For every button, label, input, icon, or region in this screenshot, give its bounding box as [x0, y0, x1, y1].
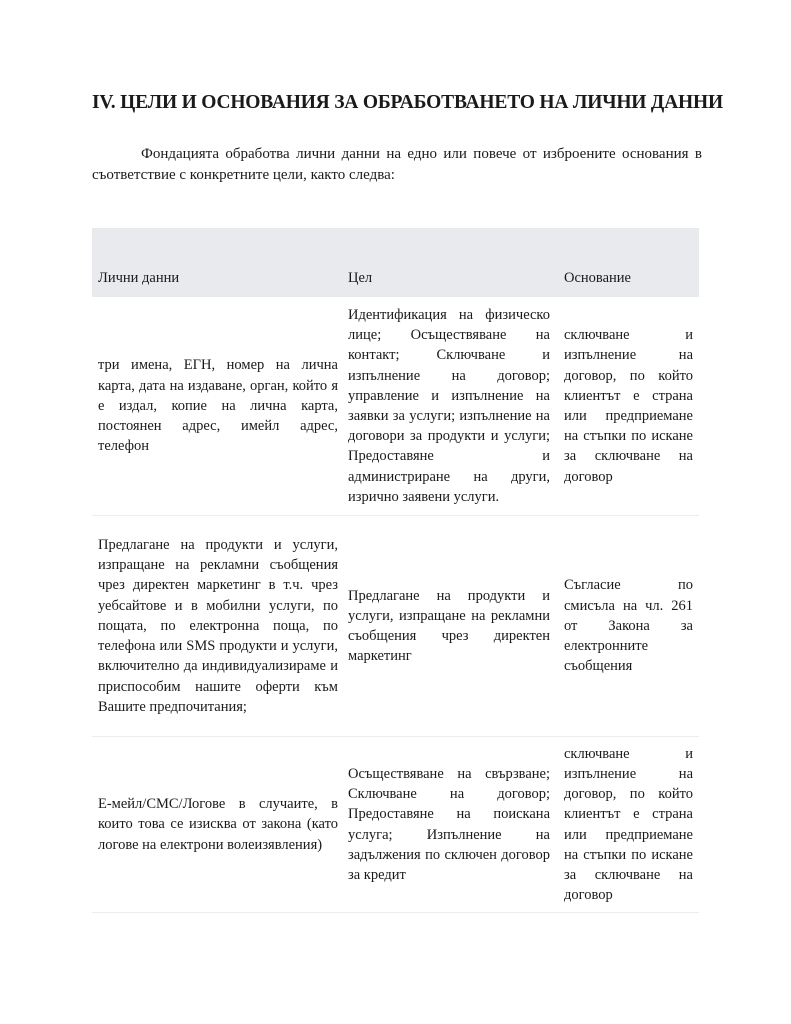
cell-purpose — [344, 297, 558, 516]
table-header — [92, 228, 699, 297]
cell-personal-data — [92, 297, 344, 516]
cell-basis — [558, 516, 699, 737]
cell-basis — [558, 737, 699, 913]
cell-purpose-text: Осъществяване на свързване; Сключване на договор; Предоставяне на поискана услуга; Изпълнение на задължения по сключен договор за кредит — [348, 765, 550, 883]
intro-paragraph: Фондацията обработва лични данни на едно или повече от изброените основания в съответствие с конкретните цели, както следва: — [92, 146, 702, 183]
cell-basis-text: Съгласие по смисъла на чл. 261 от Закона за електронните съобщения — [564, 577, 693, 675]
table-header-row — [92, 228, 699, 297]
cell-basis — [558, 297, 699, 516]
cell-purpose — [344, 516, 558, 737]
cell-personal-data-text: Е-мейл/СМС/Логове в случаите, в които това се изисква от закона (като логове на електрони волеизявления) — [98, 796, 338, 853]
cell-personal-data — [92, 516, 344, 737]
cell-personal-data-text: Предлагане на продукти и услуги, изпращане на рекламни съобщения чрез директен маркетинг в т.ч. чрез уебсайтове и в мобилни услуги, по пощата, по електронна поща, по телефона или SMS продукти и услуги, включително да индивидуализираме и приспособим нашите оферти към Вашите предпочитания; — [98, 537, 338, 715]
table-row — [92, 516, 699, 737]
table-row — [92, 297, 699, 516]
column-header-personal-data: Лични данни — [92, 228, 344, 297]
data-processing-table — [92, 228, 699, 913]
cell-purpose — [344, 737, 558, 913]
cell-purpose-text: Предлагане на продукти и услуги, изпращане на рекламни съобщения чрез директен маркетинг — [348, 587, 550, 665]
column-header-purpose: Цел — [344, 228, 558, 297]
column-header-basis: Основание — [558, 228, 699, 297]
cell-personal-data-text: три имена, ЕГН, номер на лична карта, дата на издаване, орган, който я е издал, копие на лична карта, постоянен адрес, имейл адрес, телефон — [98, 357, 338, 455]
cell-purpose-text: Идентификация на физическо лице; Осъществяване на контакт; Сключване и изпълнение на договор; управление и изпълнение на заявки за услуги; изпълнение на договори за продукти и услуги; Предоставяне и администриране на други, изрично заявени услуги. — [348, 306, 550, 505]
section-heading: IV. ЦЕЛИ И ОСНОВАНИЯ ЗА ОБРАБОТВАНЕТО НА ЛИЧНИ ДАННИ — [92, 92, 723, 113]
cell-basis-text: сключване и изпълнение на договор, по който клиентът е страна или предприемане на стъпки по искане за сключване на договор — [564, 327, 693, 485]
table-row — [92, 737, 699, 913]
table-body — [92, 297, 699, 913]
cell-personal-data — [92, 737, 344, 913]
cell-basis-text: сключване и изпълнение на договор, по който клиентът е страна или предприемане на стъпки по искане за сключване на договор — [564, 745, 693, 904]
